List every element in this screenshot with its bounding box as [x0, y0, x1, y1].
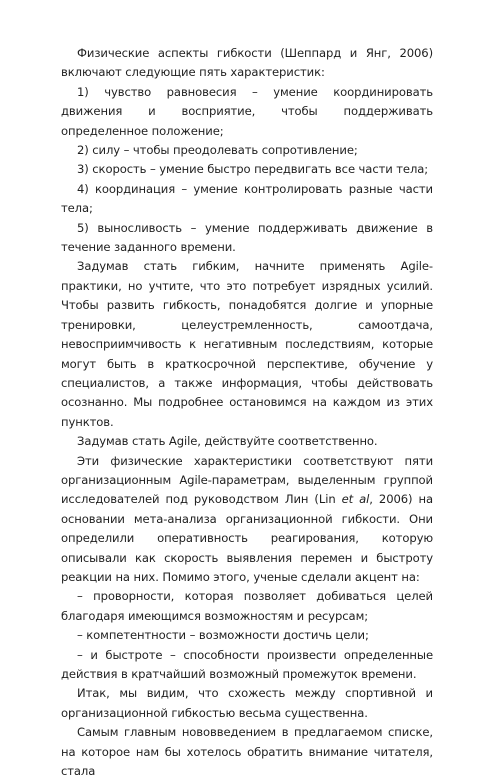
paragraph-similarity: Итак, мы видим, что схожесть между спортивной и организационной гибкостью весьма существенна.: [61, 686, 433, 720]
list-item-strength: 2) силу – чтобы преодолевать сопротивление;: [77, 143, 358, 158]
list-item-speed: 3) скорость – умение быстро передвигать все части тела;: [77, 162, 429, 177]
paragraph-innovation: Самым главным нововведением в предлагаемом списке, на которое нам бы хотелось обратить внимание читателя, стала: [61, 725, 433, 779]
citation-et-al: et al: [341, 492, 370, 507]
list-item-agility: – проворности, которая позволяет добиваться целей благодаря имеющимся возможностям и ресурсам;: [61, 589, 433, 623]
document-page: [61, 44, 433, 781]
paragraph-intro: Физические аспекты гибкости (Шеппард и Янг, 2006) включают следующие пять характеристик:: [61, 46, 433, 80]
list-item-quickness: – и быстроте – способности произвести определенные действия в кратчайший возможный промежуток времени.: [61, 647, 433, 681]
paragraph-part-before: Эти физические характеристики соответствуют пяти организационным Agile-параметрам, выделенным группой исследователей под руководством Лин (Lin: [61, 453, 433, 507]
list-item-coordination: 4) координация – умение контролировать разные части тела;: [61, 181, 433, 216]
paragraph-becoming-flexible: Задумав стать гибким, начните применять Agile-практики, но учтите, что это потребует изрядных усилий. Чтобы развить гибкость, понадобятся долгие и упорные тренировки, целеустремленность, самоотдача, невосприимчивость к негативным последствиям, которые могут быть в краткосрочной перспективе, обучение у специалистов, а также информация, чтобы действовать осознанно. Мы подробнее остановимся на каждом из этих пунктов.: [61, 259, 433, 429]
paragraph-organizational-parameters: [61, 452, 433, 588]
paragraph-part-after: , 2006) на основании мета-анализа организационной гибкости. Они определили оперативность реагирования, которую описывали как скорость выявления перемен и быстроту реакции на них. Помимо этого, ученые сделали акцент на:: [61, 492, 433, 584]
list-item-balance: 1) чувство равновесия – умение координировать движения и восприятие, чтобы поддерживать определенное положение;: [61, 84, 433, 138]
paragraph-act-agile: Задумав стать Agile, действуйте соответственно.: [77, 434, 378, 449]
list-item-endurance: 5) выносливость – умение поддерживать движение в течение заданного времени.: [61, 220, 433, 255]
list-item-competence: – компетентности – возможности достичь цели;: [77, 628, 369, 643]
